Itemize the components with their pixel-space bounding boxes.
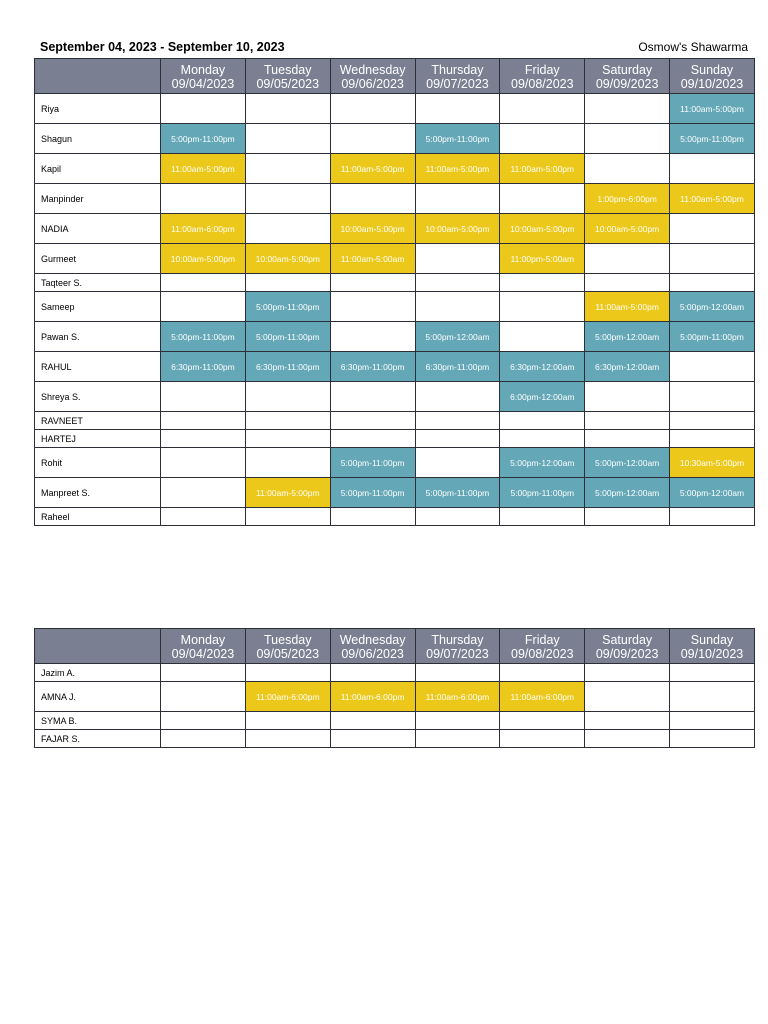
- empty-shift-cell: [330, 412, 415, 430]
- day-date: 09/10/2023: [680, 647, 744, 661]
- day-name: Wednesday: [339, 63, 406, 77]
- day-name: Thursday: [431, 63, 484, 77]
- shift-cell: 10:00am-5:00pm: [415, 214, 500, 244]
- shift-cell: 5:00pm-11:00pm: [161, 322, 246, 352]
- shift-cell: 11:00am-6:00pm: [500, 682, 585, 712]
- empty-shift-cell: [585, 94, 670, 124]
- shift-cell: 5:00pm-12:00am: [585, 448, 670, 478]
- employee-header-cell: [35, 629, 161, 664]
- empty-shift-cell: [161, 184, 246, 214]
- shift-cell: 6:30pm-12:00am: [500, 352, 585, 382]
- empty-shift-cell: [415, 94, 500, 124]
- employee-name: AMNA J.: [35, 682, 161, 712]
- shift-cell: 11:00am-5:00pm: [330, 154, 415, 184]
- day-date: 09/08/2023: [511, 77, 574, 91]
- shift-cell: 11:00am-5:00pm: [500, 154, 585, 184]
- day-name: Monday: [180, 63, 226, 77]
- shift-cell: 5:00pm-12:00am: [500, 448, 585, 478]
- day-name: Tuesday: [264, 63, 312, 77]
- employee-name: Gurmeet: [35, 244, 161, 274]
- empty-shift-cell: [415, 382, 500, 412]
- day-header-thursday: [415, 59, 500, 94]
- empty-shift-cell: [670, 352, 755, 382]
- empty-shift-cell: [500, 124, 585, 154]
- day-name: Friday: [524, 633, 560, 647]
- employee-row: [35, 730, 755, 748]
- employee-row: [35, 124, 755, 154]
- store-name: Osmow's Shawarma: [638, 40, 748, 54]
- empty-shift-cell: [245, 124, 330, 154]
- empty-shift-cell: [330, 430, 415, 448]
- empty-shift-cell: [585, 730, 670, 748]
- empty-shift-cell: [245, 412, 330, 430]
- empty-shift-cell: [330, 322, 415, 352]
- empty-shift-cell: [585, 382, 670, 412]
- shift-cell: 5:00pm-11:00pm: [500, 478, 585, 508]
- empty-shift-cell: [161, 478, 246, 508]
- shift-cell: 10:00am-5:00pm: [245, 244, 330, 274]
- employee-row: [35, 352, 755, 382]
- empty-shift-cell: [585, 154, 670, 184]
- empty-shift-cell: [415, 664, 500, 682]
- empty-shift-cell: [330, 274, 415, 292]
- shift-cell: 6:30pm-12:00am: [585, 352, 670, 382]
- empty-shift-cell: [330, 730, 415, 748]
- shift-cell: 11:00am-6:00pm: [161, 214, 246, 244]
- employee-name: Taqteer S.: [35, 274, 161, 292]
- shift-cell: 6:30pm-11:00pm: [330, 352, 415, 382]
- employee-row: [35, 292, 755, 322]
- empty-shift-cell: [330, 184, 415, 214]
- employee-row: [35, 478, 755, 508]
- empty-shift-cell: [161, 274, 246, 292]
- empty-shift-cell: [415, 730, 500, 748]
- empty-shift-cell: [670, 664, 755, 682]
- shift-cell: 11:00am-5:00pm: [670, 184, 755, 214]
- employee-name: Manpinder: [35, 184, 161, 214]
- employee-row: [35, 412, 755, 430]
- empty-shift-cell: [330, 124, 415, 154]
- day-date: 09/05/2023: [256, 647, 320, 661]
- day-header-monday: [161, 629, 246, 664]
- empty-shift-cell: [245, 508, 330, 526]
- employee-name: FAJAR S.: [35, 730, 161, 748]
- empty-shift-cell: [245, 214, 330, 244]
- empty-shift-cell: [500, 664, 585, 682]
- day-date: 09/09/2023: [595, 77, 659, 91]
- empty-shift-cell: [415, 412, 500, 430]
- shift-cell: 5:00pm-11:00pm: [670, 322, 755, 352]
- empty-shift-cell: [415, 274, 500, 292]
- day-date: 09/04/2023: [171, 647, 235, 661]
- shift-cell: 11:00am-5:00pm: [245, 478, 330, 508]
- shift-cell: 11:00am-6:00pm: [415, 682, 500, 712]
- shift-cell: 5:00pm-11:00pm: [330, 478, 415, 508]
- day-name: Friday: [524, 63, 560, 77]
- employee-name: NADIA: [35, 214, 161, 244]
- employee-name: SYMA B.: [35, 712, 161, 730]
- empty-shift-cell: [585, 124, 670, 154]
- empty-shift-cell: [330, 382, 415, 412]
- empty-shift-cell: [500, 412, 585, 430]
- employee-row: [35, 244, 755, 274]
- empty-shift-cell: [585, 244, 670, 274]
- employee-name: Riya: [35, 94, 161, 124]
- empty-shift-cell: [500, 184, 585, 214]
- schedule-table-main: [34, 58, 755, 526]
- shift-cell: 5:00pm-11:00pm: [415, 124, 500, 154]
- empty-shift-cell: [415, 712, 500, 730]
- day-header-friday: [500, 59, 585, 94]
- day-date: 09/07/2023: [426, 77, 489, 91]
- day-date: 09/10/2023: [680, 77, 744, 91]
- empty-shift-cell: [670, 154, 755, 184]
- day-header-thursday: [415, 629, 500, 664]
- day-header-tuesday: [245, 629, 330, 664]
- shift-cell: 10:30am-5:00pm: [670, 448, 755, 478]
- empty-shift-cell: [500, 508, 585, 526]
- employee-name: RAVNEET: [35, 412, 161, 430]
- shift-cell: 10:00am-5:00pm: [330, 214, 415, 244]
- day-date: 09/09/2023: [595, 647, 659, 661]
- empty-shift-cell: [500, 274, 585, 292]
- employee-row: [35, 430, 755, 448]
- shift-cell: 5:00pm-12:00am: [585, 322, 670, 352]
- empty-shift-cell: [415, 448, 500, 478]
- empty-shift-cell: [585, 274, 670, 292]
- empty-shift-cell: [670, 214, 755, 244]
- shift-cell: 11:00am-6:00pm: [245, 682, 330, 712]
- employee-row: [35, 448, 755, 478]
- employee-name: Shagun: [35, 124, 161, 154]
- empty-shift-cell: [245, 154, 330, 184]
- employee-name: Shreya S.: [35, 382, 161, 412]
- schedule-header-row: [35, 629, 755, 664]
- shift-cell: 5:00pm-12:00am: [415, 322, 500, 352]
- shift-cell: 11:00am-6:00pm: [330, 682, 415, 712]
- empty-shift-cell: [500, 430, 585, 448]
- employee-name: Rohit: [35, 448, 161, 478]
- empty-shift-cell: [245, 730, 330, 748]
- day-name: Sunday: [690, 633, 734, 647]
- shift-cell: 10:00am-5:00pm: [585, 214, 670, 244]
- employee-row: [35, 382, 755, 412]
- empty-shift-cell: [670, 274, 755, 292]
- employee-row: [35, 664, 755, 682]
- employee-name: Kapil: [35, 154, 161, 184]
- day-name: Wednesday: [339, 633, 406, 647]
- employee-row: [35, 322, 755, 352]
- shift-cell: 1:00pm-6:00pm: [585, 184, 670, 214]
- empty-shift-cell: [670, 712, 755, 730]
- empty-shift-cell: [161, 730, 246, 748]
- employee-row: [35, 682, 755, 712]
- empty-shift-cell: [670, 382, 755, 412]
- empty-shift-cell: [245, 184, 330, 214]
- empty-shift-cell: [670, 244, 755, 274]
- empty-shift-cell: [245, 382, 330, 412]
- employee-row: [35, 94, 755, 124]
- shift-cell: 6:30pm-11:00pm: [161, 352, 246, 382]
- day-header-sunday: [670, 629, 755, 664]
- empty-shift-cell: [585, 430, 670, 448]
- empty-shift-cell: [161, 430, 246, 448]
- empty-shift-cell: [670, 412, 755, 430]
- employee-name: Manpreet S.: [35, 478, 161, 508]
- employee-row: [35, 712, 755, 730]
- shift-cell: 5:00pm-11:00pm: [330, 448, 415, 478]
- employee-name: Sameep: [35, 292, 161, 322]
- day-header-monday: [161, 59, 246, 94]
- empty-shift-cell: [161, 292, 246, 322]
- empty-shift-cell: [670, 430, 755, 448]
- employee-row: [35, 274, 755, 292]
- employee-row: [35, 184, 755, 214]
- shift-cell: 5:00pm-12:00am: [670, 292, 755, 322]
- shift-cell: 5:00pm-12:00am: [585, 478, 670, 508]
- employee-row: [35, 508, 755, 526]
- day-date: 09/05/2023: [256, 77, 320, 91]
- employee-header-cell: [35, 59, 161, 94]
- day-date: 09/06/2023: [341, 77, 404, 91]
- empty-shift-cell: [245, 712, 330, 730]
- employee-name: Jazim A.: [35, 664, 161, 682]
- empty-shift-cell: [161, 682, 246, 712]
- empty-shift-cell: [585, 664, 670, 682]
- shift-cell: 10:00am-5:00pm: [161, 244, 246, 274]
- empty-shift-cell: [161, 382, 246, 412]
- empty-shift-cell: [670, 682, 755, 712]
- empty-shift-cell: [500, 94, 585, 124]
- day-header-tuesday: [245, 59, 330, 94]
- employee-row: [35, 214, 755, 244]
- empty-shift-cell: [500, 292, 585, 322]
- shift-cell: 5:00pm-11:00pm: [415, 478, 500, 508]
- empty-shift-cell: [415, 508, 500, 526]
- shift-cell: 10:00am-5:00pm: [500, 214, 585, 244]
- day-name: Sunday: [690, 63, 734, 77]
- empty-shift-cell: [415, 430, 500, 448]
- empty-shift-cell: [245, 94, 330, 124]
- shift-cell: 11:00am-5:00pm: [670, 94, 755, 124]
- shift-cell: 5:00pm-11:00pm: [245, 292, 330, 322]
- day-header-saturday: [585, 59, 670, 94]
- shift-cell: 11:00pm-5:00am: [500, 244, 585, 274]
- day-name: Tuesday: [264, 633, 312, 647]
- day-header-sunday: [670, 59, 755, 94]
- shift-cell: 5:00pm-11:00pm: [161, 124, 246, 154]
- day-header-wednesday: [330, 629, 415, 664]
- shift-cell: 5:00pm-12:00am: [670, 478, 755, 508]
- schedule-table-secondary: [34, 628, 755, 748]
- shift-cell: 11:00am-5:00am: [330, 244, 415, 274]
- empty-shift-cell: [161, 94, 246, 124]
- empty-shift-cell: [585, 412, 670, 430]
- day-name: Monday: [180, 633, 226, 647]
- shift-cell: 11:00am-5:00pm: [585, 292, 670, 322]
- empty-shift-cell: [330, 712, 415, 730]
- day-name: Thursday: [431, 633, 484, 647]
- day-header-friday: [500, 629, 585, 664]
- empty-shift-cell: [670, 730, 755, 748]
- empty-shift-cell: [161, 712, 246, 730]
- empty-shift-cell: [330, 292, 415, 322]
- shift-cell: 5:00pm-11:00pm: [670, 124, 755, 154]
- empty-shift-cell: [500, 712, 585, 730]
- empty-shift-cell: [500, 322, 585, 352]
- empty-shift-cell: [245, 274, 330, 292]
- empty-shift-cell: [161, 448, 246, 478]
- employee-name: Raheel: [35, 508, 161, 526]
- employee-name: HARTEJ: [35, 430, 161, 448]
- empty-shift-cell: [161, 412, 246, 430]
- shift-cell: 5:00pm-11:00pm: [245, 322, 330, 352]
- empty-shift-cell: [245, 448, 330, 478]
- empty-shift-cell: [161, 508, 246, 526]
- empty-shift-cell: [330, 94, 415, 124]
- employee-name: Pawan S.: [35, 322, 161, 352]
- day-header-saturday: [585, 629, 670, 664]
- empty-shift-cell: [330, 508, 415, 526]
- day-name: Saturday: [602, 63, 653, 77]
- schedule-date-range: September 04, 2023 - September 10, 2023: [40, 40, 285, 54]
- day-date: 09/06/2023: [341, 647, 404, 661]
- day-date: 09/07/2023: [426, 647, 489, 661]
- shift-cell: 6:30pm-11:00pm: [415, 352, 500, 382]
- shift-cell: 11:00am-5:00pm: [415, 154, 500, 184]
- shift-cell: 6:00pm-12:00am: [500, 382, 585, 412]
- empty-shift-cell: [415, 184, 500, 214]
- day-name: Saturday: [602, 633, 653, 647]
- empty-shift-cell: [585, 712, 670, 730]
- empty-shift-cell: [500, 730, 585, 748]
- schedule-header-row: [35, 59, 755, 94]
- employee-name: RAHUL: [35, 352, 161, 382]
- shift-cell: 6:30pm-11:00pm: [245, 352, 330, 382]
- empty-shift-cell: [585, 508, 670, 526]
- empty-shift-cell: [245, 430, 330, 448]
- day-header-wednesday: [330, 59, 415, 94]
- empty-shift-cell: [330, 664, 415, 682]
- empty-shift-cell: [670, 508, 755, 526]
- day-date: 09/04/2023: [171, 77, 235, 91]
- empty-shift-cell: [245, 664, 330, 682]
- empty-shift-cell: [161, 664, 246, 682]
- employee-row: [35, 154, 755, 184]
- empty-shift-cell: [585, 682, 670, 712]
- empty-shift-cell: [415, 292, 500, 322]
- empty-shift-cell: [415, 244, 500, 274]
- day-date: 09/08/2023: [511, 647, 574, 661]
- shift-cell: 11:00am-5:00pm: [161, 154, 246, 184]
